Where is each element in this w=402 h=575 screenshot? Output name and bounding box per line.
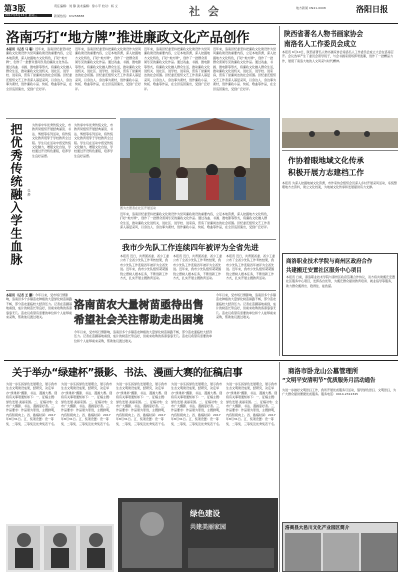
right-photo-scene	[282, 118, 398, 148]
right-top-text: 本报讯 6月10日，陕西省著名人物书画家协会南洛名人工作委员会成立大会在洛南召开。会议选举产生了委员会领导班子，与会书画家现场挥毫泼墨，创作了一批精品力作，展现了南洛大地的人文风采与时代精神。	[282, 50, 394, 63]
paper-number: 地方新闻 CN41-0008	[296, 6, 326, 10]
contest-body-col2	[61, 382, 113, 522]
header-rule	[4, 23, 398, 24]
contest-text-3: 为进一步弘扬绿色发展理念，展示我市生态文明建设成果，经研究，决定举办“绿建杯”摄影、书法、漫画大赛。现将有关事项通知如下：一、征稿主题：绿色发展·美丽家园。二、征稿对象：全市广大摄影、书法、漫画爱好者。三、作品要求：作品须为原创，主题鲜明，内容积极向上。四、截稿时间：2017年8月31日。五、奖项设置：设一等奖、二等奖、三等奖及优秀奖若干名。	[116, 382, 168, 426]
right-mid-headline-1: 作协着眼地域文化传承	[288, 156, 364, 165]
sub-story-text-2: 本报讯 近日，共青团省委、省少工委公布了全省少先队工作考核结果，我市少先队工作连续四年被评为全省先进。近年来，我市少先队组织紧紧围绕立德树人根本任务，不断创新工作方式，扎实开展主题教育活动。	[173, 254, 222, 281]
contest-text-4: 为进一步弘扬绿色发展理念，展示我市生态文明建设成果，经研究，决定举办“绿建杯”摄影、书法、漫画大赛。现将有关事项通知如下：一、征稿主题：绿色发展·美丽家园。二、征稿对象：全市广大摄影、书法、漫画爱好者。三、作品要求：作品须为原创，主题鲜明，内容积极向上。四、截稿时间：2017年8月31日。五、奖项设置：设一等奖、二等奖、三等奖及优秀奖若干名。	[171, 382, 223, 426]
section-meta: 责任编辑：刘 静 美术编辑：徐小平 校对：杨 义	[54, 4, 118, 8]
contest-top-rule	[4, 360, 398, 361]
contest-ad-sub: 共建美丽家园	[190, 524, 227, 531]
photo-scene	[120, 118, 270, 206]
right-bottom-story	[282, 364, 398, 519]
sub-story-headline: 我市少先队工作连续四年被评为全省先进	[122, 243, 259, 252]
farm-body-text-3: 今年以来，受市场行情影响，洛南县多个乡镇苗农种植的大量绿化树苗销路不畅，部分苗农面临较大经济压力。记者在苗圃基地看到，成片的树苗长势良好，但前来收购的客商寥寥无几。苗农们希望有需要的单位和个人能够前来采购，帮助他们渡过难关。	[216, 293, 276, 320]
lead-continued-text: 近年来，洛南县纪委坚持把廉政文化建设作为党风廉政建设的重要内容，立足本地资源，深入挖掘地方文化特色，打好“地方牌”，创作了一批群众喜闻乐见的廉政文化作品。通过戏曲、书画、微电影等形式，将廉政文化融入群众生活，推动廉政文化进机关、进社区、进学校、进家庭，营造了崇廉尚洁的社会氛围。县纪委还组织文艺工作者深入基层采风，以身边人、身边事为素材，创作廉政小品、快板、歌曲等作品，在全县巡回演出，受到广泛好评。	[120, 212, 270, 230]
sub-story-body-3	[226, 254, 276, 288]
farm-body-text-1: 今年以来，受市场行情影响，洛南县多个乡镇苗农种植的大量绿化树苗销路不畅，部分苗农面临较大经济压力。记者在苗圃基地看到，成片的树苗长势良好，但前来收购的客商寥寥无几。苗农们希望有需要的单位和个人能够前来采购，帮助他们渡过难关。	[6, 293, 72, 320]
right-boxed-text: 本报讯 日前，商洛职业技术学院与商州区政府签署合作协议，双方将共建搬迁安置社区服务中心项目，发挥各自优势，为搬迁群众提供教育培训、就业指导等服务，助力群众搬得出、稳得住、能致富。	[286, 275, 395, 288]
lead-headline: 洛南巧打“地方牌”推进廉政文化产品创作	[6, 30, 250, 46]
farm-headline-box	[74, 295, 214, 327]
right-bottom-ad-art	[285, 533, 397, 571]
lead-body-col2	[75, 47, 141, 117]
right-top-headline-1: 陕西省著名人物书画家协会	[284, 30, 364, 38]
portrait-row	[6, 524, 114, 572]
right-bottom-ad	[282, 522, 398, 572]
news-photo	[120, 118, 270, 206]
page-number: 第3版	[4, 4, 26, 13]
contest-body-col1	[6, 382, 58, 522]
right-mid-text: 本报讯 为深入挖掘地域文化资源，市作家协会组织会员深入乡村开展采风活动，系统整理地方志资料，建立文化档案，为地域文化传承和发展提供有力支撑。	[282, 181, 397, 190]
lead-body-col1	[6, 47, 72, 117]
lead-rule	[6, 44, 276, 45]
sub-story-body-1	[120, 254, 170, 288]
vertical-feature-headline: 把优秀传统融入学生血脉	[9, 123, 23, 266]
sub-story-rule	[120, 239, 276, 240]
right-mid-body	[282, 181, 398, 249]
contest-text-1: 为进一步弘扬绿色发展理念，展示我市生态文明建设成果，经研究，决定举办“绿建杯”摄影、书法、漫画大赛。现将有关事项通知如下：一、征稿主题：绿色发展·美丽家园。二、征稿对象：全市广大摄影、书法、漫画爱好者。三、作品要求：作品须为原创，主题鲜明，内容积极向上。四、截稿时间：2017年8月31日。五、奖项设置：设一等奖、二等奖、三等奖及优秀奖若干名。	[6, 382, 58, 426]
right-boxed-headline-1: 商洛职业技术学院与商州区政府合作	[286, 259, 373, 265]
farm-headline-1: 洛南苗农大量树苗亟待出售	[74, 299, 204, 311]
lead-body-text-2: 近年来，洛南县纪委坚持把廉政文化建设作为党风廉政建设的重要内容，立足本地资源，深入挖掘地方文化特色，打好“地方牌”，创作了一批群众喜闻乐见的廉政文化作品。通过戏曲、书画、微电影等形式，将廉政文化融入群众生活，推动廉政文化进机关、进社区、进学校、进家庭，营造了崇廉尚洁的社会氛围。县纪委还组织文艺工作者深入基层采风，以身边人、身边事为素材，创作廉政小品、快板、歌曲等作品，在全县巡回演出，受到广泛好评。	[75, 47, 141, 91]
lead-byline: 本报讯（记者 马 聪）	[6, 47, 36, 51]
photo-caption: 图为志愿者在社区开展活动	[120, 206, 157, 210]
lead-body-text-4: 近年来，洛南县纪委坚持把廉政文化建设作为党风廉政建设的重要内容，立足本地资源，深入挖掘地方文化特色，打好“地方牌”，创作了一批群众喜闻乐见的廉政文化作品。通过戏曲、书画、微电影等形式，将廉政文化融入群众生活，推动廉政文化进机关、进社区、进学校、进家庭，营造了崇廉尚洁的社会氛围。县纪委还组织文艺工作者深入基层采风，以身边人、身边事为素材，创作廉政小品、快板、歌曲等作品，在全县巡回演出，受到广泛好评。	[213, 47, 276, 91]
sub-line: 新闻热线：63258888	[54, 14, 85, 18]
lead-body-text: 近年来，洛南县纪委坚持把廉政文化建设作为党风廉政建设的重要内容，立足本地资源，深入挖掘地方文化特色，打好“地方牌”，创作了一批群众喜闻乐见的廉政文化作品。通过戏曲、书画、微电影等形式，将廉政文化融入群众生活，推动廉政文化进机关、进社区、进学校、进家庭，营造了崇廉尚洁的社会氛围。县纪委还组织文艺工作者深入基层采风，以身边人、身边事为素材，创作廉政小品、快板、歌曲等作品，在全县巡回演出，受到广泛好评。	[6, 47, 72, 91]
farm-headline-2: 希望社会关注帮助走出困境	[74, 314, 204, 326]
sub-story-text-1: 本报讯 近日，共青团省委、省少工委公布了全省少先队工作考核结果，我市少先队工作连续四年被评为全省先进。近年来，我市少先队组织紧紧围绕立德树人根本任务，不断创新工作方式，扎实开展主题教育活动。	[120, 254, 169, 281]
sub-story-body-2	[173, 254, 223, 288]
farm-body-col4	[74, 330, 214, 355]
right-boxed-headline-2: 共建搬迁安置社区服务中心项目	[286, 268, 362, 274]
contest-ad-title: 绿色建设	[190, 509, 220, 518]
right-top-body	[282, 50, 398, 114]
vertical-feature-box	[6, 118, 116, 288]
vertical-feature-body-b	[74, 123, 114, 285]
farm-body-text-4: 今年以来，受市场行情影响，洛南县多个乡镇苗农种植的大量绿化树苗销路不畅，部分苗农面临较大经济压力。记者在苗圃基地看到，成片的树苗长势良好，但前来收购的客商寥寥无几。苗农们希望有需要的单位和个人能够前来采购，帮助他们渡过难关。	[74, 330, 213, 343]
masthead: 洛阳日报	[356, 4, 388, 14]
right-column-divider	[279, 26, 280, 356]
right-mid-headline-2: 积极开展方志建档工作	[288, 168, 364, 177]
farm-byline: 本报讯（记者 王 鹏）	[6, 293, 36, 297]
portraits	[6, 524, 114, 572]
vertical-feature-byline: 张 静	[27, 189, 31, 196]
vertical-feature-body-a	[32, 123, 72, 285]
lead-continued	[120, 212, 270, 238]
contest-headline: 关于举办“绿建杯”摄影、书法、漫画大赛的征稿启事	[12, 368, 243, 379]
farm-body-col1	[6, 293, 72, 355]
right-top-headline-2: 南洛名人工作委员会成立	[284, 40, 357, 48]
right-mid-story	[282, 150, 398, 250]
farm-rule	[6, 290, 276, 291]
right-boxed-body	[286, 275, 396, 355]
vertical-feature-text-a: 为传承中华优秀传统文化，市教育局组织开展经典诵读、书法、剪纸等系列活动，将传统文化教育贯穿于学校教育全过程。学生们在活动中感受传统文化魅力，增强文化自信，学校通过开设特色课程，培养学生良好品德。	[32, 123, 72, 158]
contest-body-col5	[226, 382, 278, 472]
date-line: 2017年6月14日 星期三	[4, 14, 52, 17]
contest-text-5: 为进一步弘扬绿色发展理念，展示我市生态文明建设成果，经研究，决定举办“绿建杯”摄影、书法、漫画大赛。现将有关事项通知如下：一、征稿主题：绿色发展·美丽家园。二、征稿对象：全市广大摄影、书法、漫画爱好者。三、作品要求：作品须为原创，主题鲜明，内容积极向上。四、截稿时间：2017年8月31日。五、奖项设置：设一等奖、二等奖、三等奖及优秀奖若干名。	[226, 382, 278, 426]
section-label: 社 会	[189, 5, 221, 18]
right-bottom-body	[282, 388, 398, 516]
right-bottom-headline-2: “文明平安清明节”优质服务月活动通告	[282, 378, 376, 384]
lead-body-text-3: 近年来，洛南县纪委坚持把廉政文化建设作为党风廉政建设的重要内容，立足本地资源，深入挖掘地方文化特色，打好“地方牌”，创作了一批群众喜闻乐见的廉政文化作品。通过戏曲、书画、微电影等形式，将廉政文化融入群众生活，推动廉政文化进机关、进社区、进学校、进家庭，营造了崇廉尚洁的社会氛围。县纪委还组织文艺工作者深入基层采风，以身边人、身边事为素材，创作廉政小品、快板、歌曲等作品，在全县巡回演出，受到广泛好评。	[144, 47, 210, 91]
right-boxed-story	[282, 253, 398, 356]
right-top-story	[282, 26, 398, 116]
right-photo	[282, 118, 398, 148]
contest-text-2: 为进一步弘扬绿色发展理念，展示我市生态文明建设成果，经研究，决定举办“绿建杯”摄影、书法、漫画大赛。现将有关事项通知如下：一、征稿主题：绿色发展·美丽家园。二、征稿对象：全市广大摄影、书法、漫画爱好者。三、作品要求：作品须为原创，主题鲜明，内容积极向上。四、截稿时间：2017年8月31日。五、奖项设置：设一等奖、二等奖、三等奖及优秀奖若干名。	[61, 382, 113, 426]
lead-body-col4	[213, 47, 276, 117]
right-bottom-text: 为进一步做好文明祭扫工作，我所开展优质服务月活动，倡导绿色祭扫、文明祭扫，为广大群众提供便捷优质服务。服务电话：0914-2312345	[282, 388, 397, 397]
contest-ad	[118, 498, 278, 572]
vertical-feature-text-b: 为传承中华优秀传统文化，市教育局组织开展经典诵读、书法、剪纸等系列活动，将传统文化教育贯穿于学校教育全过程。学生们在活动中感受传统文化魅力，增强文化自信，学校通过开设特色课程，培养学生良好品德。	[74, 123, 114, 158]
right-bottom-ad-banner: 洛商县大邑川文化产业园区简介	[285, 526, 350, 531]
sub-story-text-3: 本报讯 近日，共青团省委、省少工委公布了全省少先队工作考核结果，我市少先队工作连续四年被评为全省先进。近年来，我市少先队组织紧紧围绕立德树人根本任务，不断创新工作方式，扎实开展主题教育活动。	[226, 254, 275, 281]
page-header	[4, 3, 398, 23]
right-bottom-divider	[279, 362, 280, 572]
lead-body-col3	[144, 47, 210, 117]
farm-body-col3	[216, 293, 276, 355]
right-bottom-headline-1: 商洛市卧龙山公墓管理所	[288, 367, 359, 375]
